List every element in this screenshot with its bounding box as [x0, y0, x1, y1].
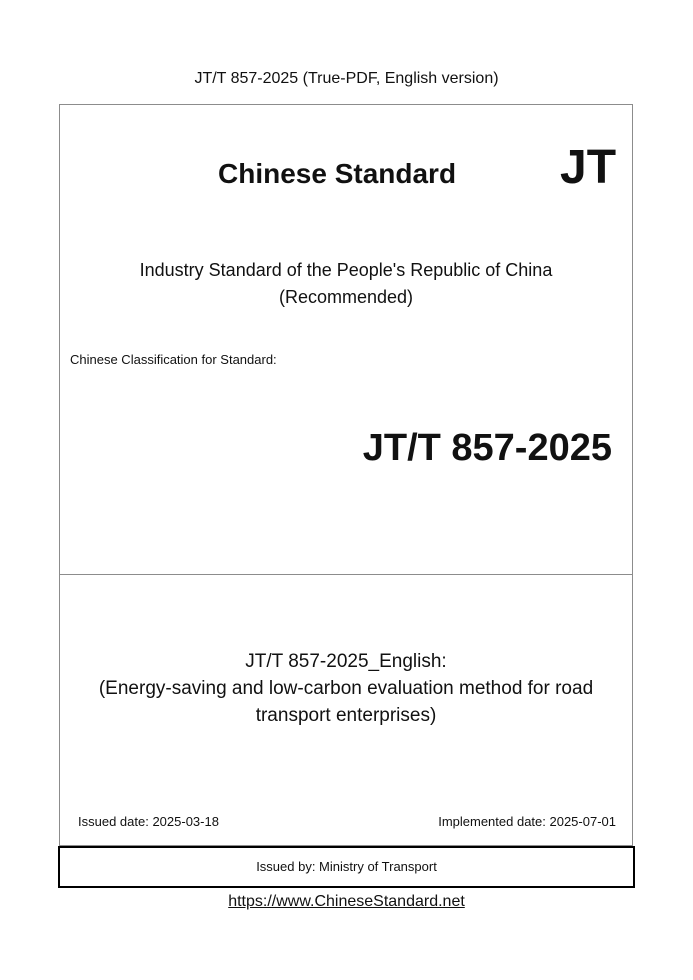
industry-standard-text — [59, 257, 633, 311]
implemented-date: Implemented date: 2025-07-01 — [438, 814, 616, 829]
issuer-box — [58, 846, 635, 888]
standard-number: JT/T 857-2025 — [362, 427, 612, 469]
english-title-line-2: (Energy-saving and low-carbon evaluation method for road — [98, 678, 594, 699]
cover-heading: Chinese Standard — [218, 158, 457, 189]
industry-line-1: Industry Standard of the People's Republic of China — [139, 260, 553, 280]
issued-date: Issued date: 2025-03-18 — [78, 814, 219, 829]
website-link[interactable]: https://www.ChineseStandard.net — [228, 893, 465, 910]
industry-line-2: (Recommended) — [278, 287, 414, 307]
english-title-line-1: JT/T 857-2025_English: — [245, 651, 447, 672]
classification-label: Chinese Classification for Standard: — [70, 352, 277, 367]
english-title — [59, 648, 633, 729]
document-header-title: JT/T 857-2025 (True-PDF, English version) — [194, 70, 499, 87]
english-title-line-3: transport enterprises) — [255, 705, 437, 726]
issuer-text: Issued by: Ministry of Transport — [256, 859, 437, 874]
standard-code-logo: JT — [560, 141, 617, 194]
